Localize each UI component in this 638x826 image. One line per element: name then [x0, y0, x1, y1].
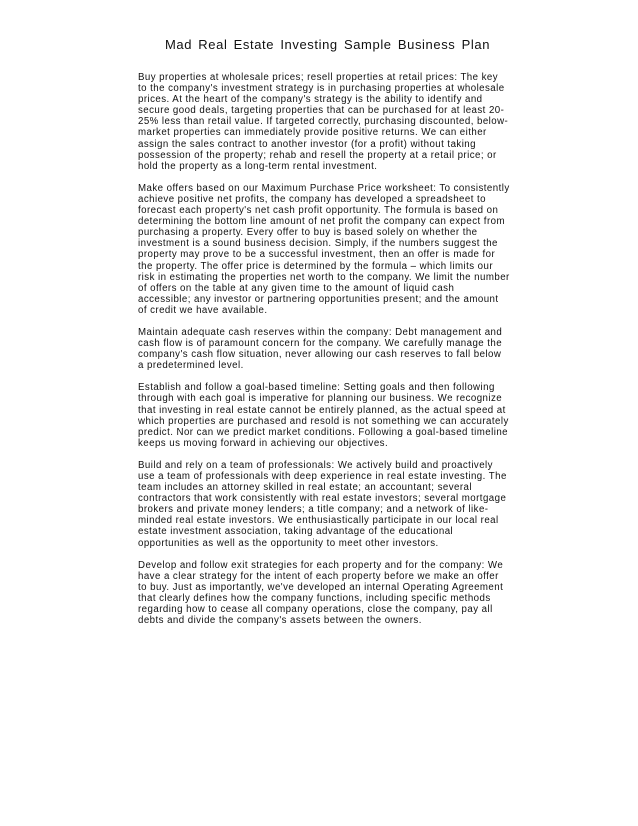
- document-title: Mad Real Estate Investing Sample Business Plan: [165, 37, 491, 52]
- paragraph-goal-timeline: Establish and follow a goal-based timeline: Setting goals and then following through with each goal is imperative for planning our business. We recognize that investing in real estate cannot be entirely planned, as the actual speed at which properties are purchased and resold is not something we can accurately predict. Nor can we predict market conditions. Following a goal-based timeline keeps us moving forward in achieving our objectives.: [138, 382, 509, 449]
- paragraph-team-professionals: Build and rely on a team of professionals: We actively build and proactively use a team of professionals with deep experience in real estate investing. The team includes an attorney skilled in real estate; an accountant; several contractors that work consistently with real estate investors; several mortgage brokers and private money lenders; a title company; and a network of like-minded real estate investors. We enthusiastically participate in our local real estate investment association, taking advantage of the educational opportunities as well as the opportunity to meet other investors.: [138, 459, 507, 549]
- document-body: [138, 72, 510, 637]
- paragraph-make-offers: Make offers based on our Maximum Purchase Price worksheet: To consistently achieve positive net profits, the company has developed a spreadsheet to forecast each property's net cash profit opportunity. The formula is based on determining the bottom line amount of net profit the company can expect from purchasing a property. Every offer to buy is based solely on whether the investment is a sound business decision. Simply, if the numbers suggest the property may prove to be a successful investment, then an offer is made for the property. The offer price is determined by the formula – which limits our risk in estimating the properties net worth to the company. We limit the number of offers on the table at any given time to the amount of liquid cash accessible; any investor or partnering opportunities present; and the amount of credit we have available.: [138, 182, 510, 316]
- paragraph-exit-strategies: Develop and follow exit strategies for each property and for the company: We have a clear strategy for the intent of each property before we make an offer to buy. Just as importantly, we've developed an internal Operating Agreement that clearly defines how the company functions, including specific methods regarding how to cease all company operations, close the company, pay all debts and divide the company's assets between the owners.: [138, 559, 504, 627]
- paragraph-cash-reserves: Maintain adequate cash reserves within the company: Debt management and cash flow is of paramount concern for the company. We carefully manage the company's cash flow situation, never allowing our cash reserves to fall below a predetermined level.: [138, 326, 503, 372]
- paragraph-buy-properties: Buy properties at wholesale prices; resell properties at retail prices: The key to the company's investment strategy is in purchasing properties at wholesale prices. At the heart of the company's strategy is the ability to identify and secure good deals, targeting properties that can be purchased for at least 20-25% less than retail value. If targeted correctly, purchasing discounted, below-market properties can immediately provide positive returns. We can either assign the sales contract to another investor (for a profit) without taking possession of the property; rehab and resell the property at a retail price; or hold the property as a long-term rental investment.: [138, 72, 509, 172]
